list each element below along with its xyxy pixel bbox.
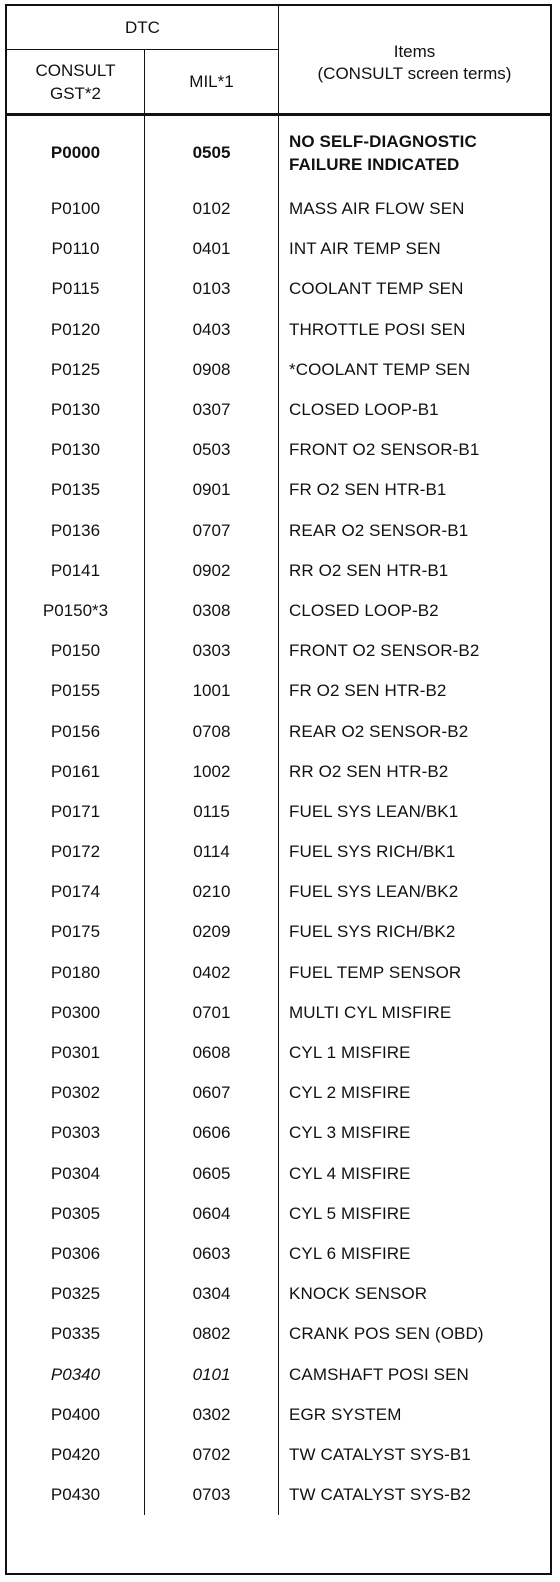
table-row xyxy=(7,792,550,832)
mil-code-cell: 0606 xyxy=(145,1113,279,1153)
header-items xyxy=(279,6,550,114)
consult-code-cell: P0430 xyxy=(7,1475,145,1515)
mil-code-cell: 0902 xyxy=(145,551,279,591)
consult-code-cell: P0300 xyxy=(7,993,145,1033)
mil-code-cell: 0114 xyxy=(145,832,279,872)
table-row xyxy=(7,551,550,591)
mil-code-cell: 0608 xyxy=(145,1033,279,1073)
table-row xyxy=(7,430,550,470)
item-cell: FR O2 SEN HTR-B1 xyxy=(289,480,447,500)
mil-code-cell: 0707 xyxy=(145,511,279,551)
item-cell: FUEL SYS RICH/BK1 xyxy=(289,842,456,862)
table-row xyxy=(7,1314,550,1354)
mil-code-cell: 0101 xyxy=(145,1354,279,1394)
table-row xyxy=(7,591,550,631)
item-cell: THROTTLE POSI SEN xyxy=(289,319,466,339)
item-cell: CYL 5 MISFIRE xyxy=(289,1203,411,1223)
item-cell: CYL 4 MISFIRE xyxy=(289,1163,411,1183)
header-mil: MIL*1 xyxy=(145,50,279,114)
consult-code-cell: P0156 xyxy=(7,711,145,751)
table-row xyxy=(7,1113,550,1153)
table-row xyxy=(7,872,550,912)
mil-code-cell: 0503 xyxy=(145,430,279,470)
table-row xyxy=(7,470,550,510)
mil-code-cell: 0802 xyxy=(145,1314,279,1354)
mil-code-cell: 0505 xyxy=(145,116,279,189)
mil-code-cell: 0607 xyxy=(145,1073,279,1113)
mil-code-cell: 0603 xyxy=(145,1234,279,1274)
item-cell: TW CATALYST SYS-B2 xyxy=(289,1485,471,1505)
consult-code-cell: P0301 xyxy=(7,1033,145,1073)
consult-code-cell: P0135 xyxy=(7,470,145,510)
mil-code-cell: 0908 xyxy=(145,350,279,390)
consult-code-cell: P0150 xyxy=(7,631,145,671)
table-row xyxy=(7,953,550,993)
consult-code-cell: P0175 xyxy=(7,912,145,952)
table-row xyxy=(7,310,550,350)
mil-code-cell: 0308 xyxy=(145,591,279,631)
table-row xyxy=(7,993,550,1033)
item-cell: TW CATALYST SYS-B1 xyxy=(289,1444,471,1464)
consult-code-cell: P0304 xyxy=(7,1154,145,1194)
item-cell: CRANK POS SEN (OBD) xyxy=(289,1324,484,1344)
table-row xyxy=(7,752,550,792)
table-row xyxy=(7,511,550,551)
consult-code-cell: P0303 xyxy=(7,1113,145,1153)
item-cell: FUEL SYS RICH/BK2 xyxy=(289,922,456,942)
table-row xyxy=(7,229,550,269)
consult-code-cell: P0180 xyxy=(7,953,145,993)
consult-code-cell: P0130 xyxy=(7,430,145,470)
consult-code-cell: P0174 xyxy=(7,872,145,912)
consult-code-cell: P0400 xyxy=(7,1395,145,1435)
item-cell: CLOSED LOOP-B1 xyxy=(289,400,439,420)
header-consult-gst xyxy=(7,50,145,114)
item-cell: INT AIR TEMP SEN xyxy=(289,239,441,259)
mil-code-cell: 0302 xyxy=(145,1395,279,1435)
item-cell: CLOSED LOOP-B2 xyxy=(289,600,439,620)
mil-code-cell: 0209 xyxy=(145,912,279,952)
item-line-2: FAILURE INDICATED xyxy=(289,154,460,174)
item-cell: EGR SYSTEM xyxy=(289,1404,402,1424)
consult-code-cell: P0150*3 xyxy=(7,591,145,631)
table-body xyxy=(7,116,550,1515)
consult-code-cell: P0161 xyxy=(7,752,145,792)
table-row xyxy=(7,189,550,229)
table-row xyxy=(7,832,550,872)
table-row-first xyxy=(7,116,550,189)
item-cell: FRONT O2 SENSOR-B2 xyxy=(289,641,480,661)
table-row xyxy=(7,390,550,430)
table-row xyxy=(7,1435,550,1475)
item-cell: FUEL SYS LEAN/BK1 xyxy=(289,801,459,821)
mil-code-cell: 0401 xyxy=(145,229,279,269)
consult-code-cell: P0130 xyxy=(7,390,145,430)
mil-code-cell: 0102 xyxy=(145,189,279,229)
table-row xyxy=(7,1274,550,1314)
item-cell: *COOLANT TEMP SEN xyxy=(289,359,471,379)
mil-code-cell: 0604 xyxy=(145,1194,279,1234)
header-gst-label: GST*2 xyxy=(49,84,102,103)
mil-code-cell: 0115 xyxy=(145,792,279,832)
consult-code-cell: P0141 xyxy=(7,551,145,591)
item-cell: MULTI CYL MISFIRE xyxy=(289,1002,452,1022)
consult-code-cell: P0305 xyxy=(7,1194,145,1234)
header-items-sublabel: (CONSULT screen terms) xyxy=(317,64,512,83)
item-cell: FRONT O2 SENSOR-B1 xyxy=(289,440,480,460)
item-cell: FR O2 SEN HTR-B2 xyxy=(289,681,447,701)
consult-code-cell: P0110 xyxy=(7,229,145,269)
mil-code-cell: 0703 xyxy=(145,1475,279,1515)
item-cell xyxy=(279,116,550,189)
table-row xyxy=(7,1395,550,1435)
item-cell: CYL 2 MISFIRE xyxy=(289,1083,411,1103)
table-row xyxy=(7,912,550,952)
consult-code-cell: P0000 xyxy=(7,116,145,189)
table-row xyxy=(7,1154,550,1194)
item-line-1: NO SELF-DIAGNOSTIC xyxy=(289,131,477,151)
mil-code-cell: 1002 xyxy=(145,752,279,792)
mil-code-cell: 0901 xyxy=(145,470,279,510)
item-cell: REAR O2 SENSOR-B2 xyxy=(289,721,469,741)
consult-code-cell: P0136 xyxy=(7,511,145,551)
item-cell: RR O2 SEN HTR-B1 xyxy=(289,560,449,580)
header-items-label: Items xyxy=(393,42,436,61)
consult-code-cell: P0155 xyxy=(7,671,145,711)
consult-code-cell: P0340 xyxy=(7,1354,145,1394)
table-row xyxy=(7,350,550,390)
header-dtc: DTC xyxy=(7,6,279,50)
consult-code-cell: P0302 xyxy=(7,1073,145,1113)
consult-code-cell: P0306 xyxy=(7,1234,145,1274)
mil-code-cell: 0402 xyxy=(145,953,279,993)
item-cell: FUEL SYS LEAN/BK2 xyxy=(289,882,459,902)
item-cell: FUEL TEMP SENSOR xyxy=(289,962,462,982)
table-row xyxy=(7,1194,550,1234)
mil-code-cell: 0702 xyxy=(145,1435,279,1475)
mil-code-cell: 0701 xyxy=(145,993,279,1033)
mil-code-cell: 0304 xyxy=(145,1274,279,1314)
table-row xyxy=(7,1354,550,1394)
item-cell: MASS AIR FLOW SEN xyxy=(289,199,465,219)
header-consult-label: CONSULT xyxy=(35,61,116,80)
item-cell: CYL 1 MISFIRE xyxy=(289,1043,411,1063)
consult-code-cell: P0100 xyxy=(7,189,145,229)
item-cell: RR O2 SEN HTR-B2 xyxy=(289,761,449,781)
mil-code-cell: 0307 xyxy=(145,390,279,430)
table-row xyxy=(7,1475,550,1515)
mil-code-cell: 0605 xyxy=(145,1154,279,1194)
item-cell: REAR O2 SENSOR-B1 xyxy=(289,520,469,540)
mil-code-cell: 0708 xyxy=(145,711,279,751)
consult-code-cell: P0171 xyxy=(7,792,145,832)
item-cell: CAMSHAFT POSI SEN xyxy=(289,1364,469,1384)
mil-code-cell: 0210 xyxy=(145,872,279,912)
consult-code-cell: P0172 xyxy=(7,832,145,872)
consult-code-cell: P0325 xyxy=(7,1274,145,1314)
table-row xyxy=(7,671,550,711)
mil-code-cell: 0303 xyxy=(145,631,279,671)
table-row xyxy=(7,1234,550,1274)
item-cell: CYL 6 MISFIRE xyxy=(289,1243,411,1263)
consult-code-cell: P0115 xyxy=(7,269,145,309)
table-row xyxy=(7,631,550,671)
mil-code-cell: 0103 xyxy=(145,269,279,309)
table-row xyxy=(7,269,550,309)
consult-code-cell: P0335 xyxy=(7,1314,145,1354)
table-row xyxy=(7,711,550,751)
item-cell: COOLANT TEMP SEN xyxy=(289,279,464,299)
table-row xyxy=(7,1073,550,1113)
mil-code-cell: 0403 xyxy=(145,310,279,350)
table-row xyxy=(7,1033,550,1073)
consult-code-cell: P0125 xyxy=(7,350,145,390)
dtc-table xyxy=(5,4,552,1575)
item-cell: CYL 3 MISFIRE xyxy=(289,1123,411,1143)
consult-code-cell: P0420 xyxy=(7,1435,145,1475)
consult-code-cell: P0120 xyxy=(7,310,145,350)
mil-code-cell: 1001 xyxy=(145,671,279,711)
item-cell: KNOCK SENSOR xyxy=(289,1284,428,1304)
